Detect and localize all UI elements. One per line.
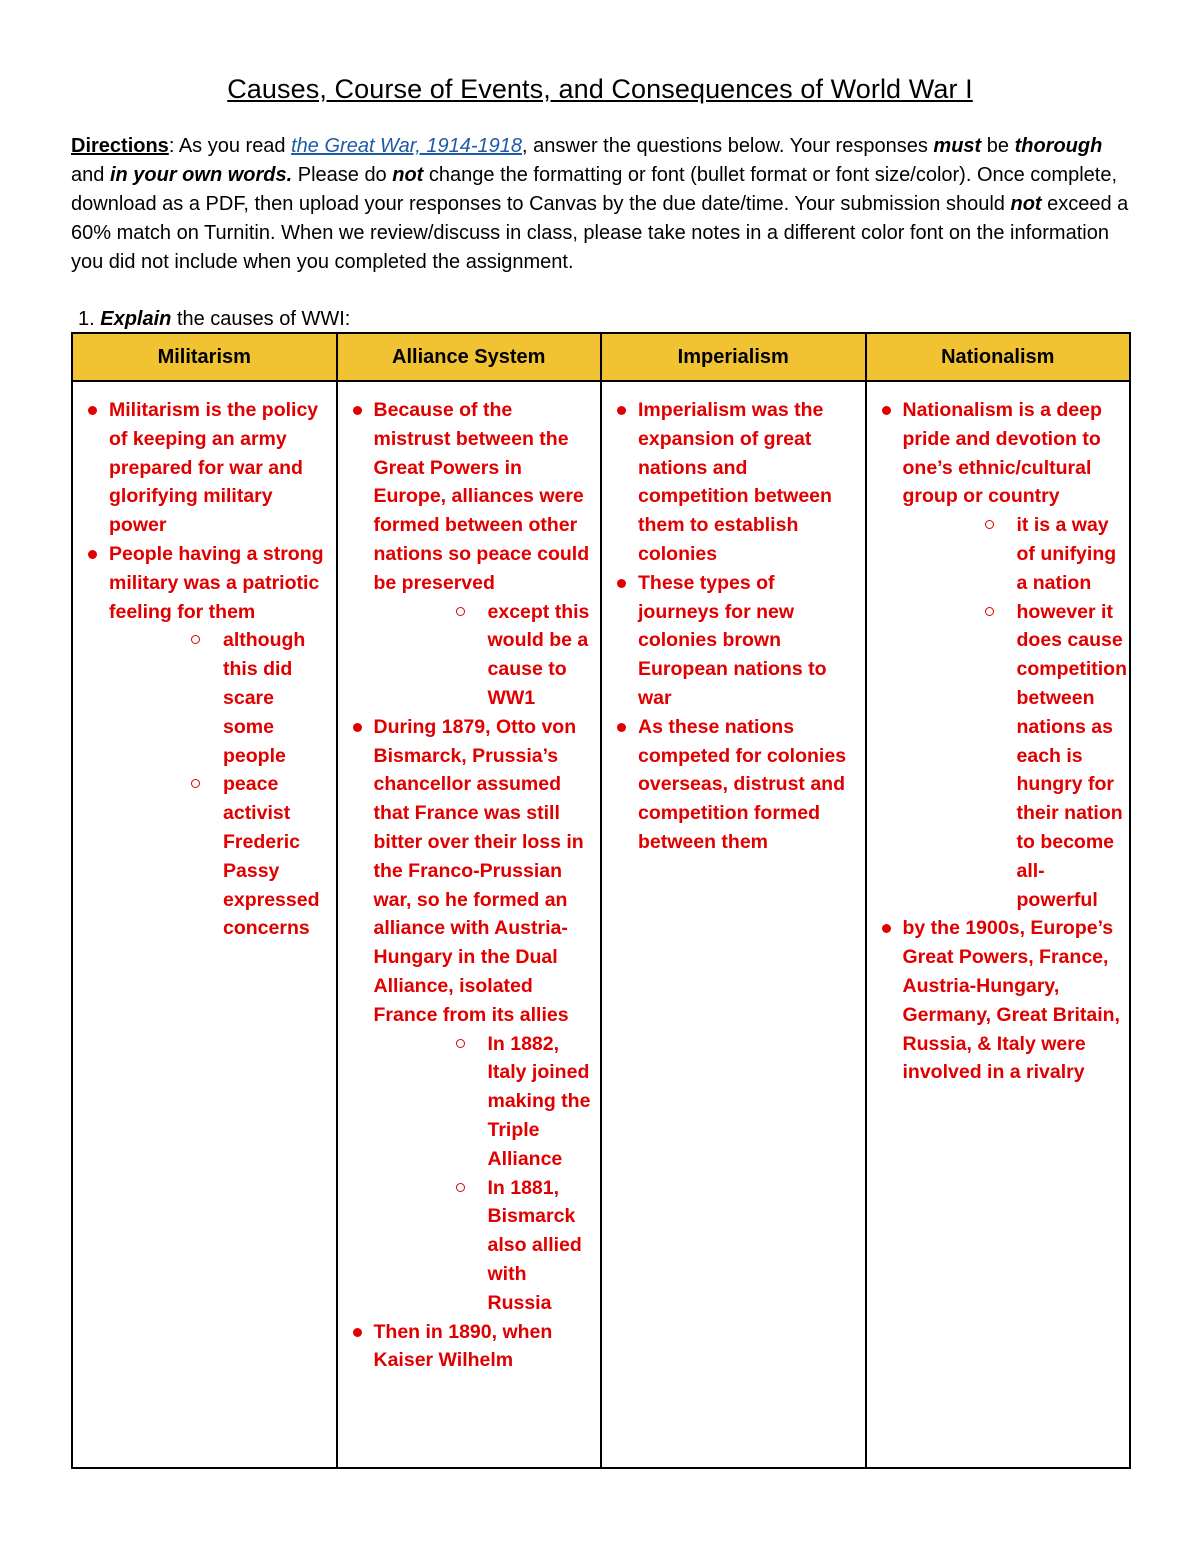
directions-must: must — [933, 135, 982, 157]
directions-thorough: thorough — [1014, 135, 1103, 157]
bullet-dot-icon — [617, 723, 626, 732]
bullet-dot-icon — [88, 406, 97, 415]
directions-text-4: and — [71, 164, 110, 186]
question-verb: Explain — [100, 308, 172, 330]
question-text: the causes of WWI: — [171, 308, 351, 330]
directions-text-3: be — [981, 135, 1015, 157]
directions-not-1: not — [392, 164, 424, 186]
sub-bullet-item — [109, 770, 330, 943]
bullet-text: Because of the mistrust between the Great Powers in Europe, alliances were formed between other nations so peace could be preserved — [373, 399, 590, 594]
hollow-circle-bullet-icon — [456, 1039, 465, 1048]
hollow-circle-bullet-icon — [985, 520, 994, 529]
great-war-link[interactable]: the Great War, 1914-1918 — [291, 135, 523, 157]
cell-militarism[interactable] — [72, 381, 337, 1468]
bullet-item — [606, 396, 859, 569]
directions-text-1: As you read — [174, 135, 292, 157]
sub-bullet-item — [374, 598, 595, 713]
sub-bullet-item — [374, 1174, 595, 1318]
hollow-circle-bullet-icon — [191, 779, 200, 788]
table-header-row — [72, 333, 1130, 381]
hollow-circle-bullet-icon — [456, 1183, 465, 1192]
bullet-item — [342, 713, 595, 1318]
bullet-dot-icon — [353, 723, 362, 732]
bullet-item — [77, 396, 330, 540]
sub-bullet-text: In 1882, Italy joined making the Triple Alliance — [487, 1032, 591, 1170]
bullet-text: Imperialism was the expansion of great nations and competition between them to establish colonies — [638, 399, 832, 565]
bullet-dot-icon — [617, 579, 626, 588]
directions-text-7: exceed a 60% match on Turnitin. When we review/discuss in class, please take notes in a different color font on the information you did not include when you completed the assignment. — [71, 193, 1129, 273]
imperialism-list — [606, 396, 859, 857]
directions-text-2: , answer the questions below. Your responses — [522, 135, 934, 157]
bullet-dot-icon — [353, 406, 362, 415]
sub-bullet-text: peace activist Frederic Passy expressed concerns — [223, 773, 320, 940]
bullet-text: Militarism is the policy of keeping an army prepared for war and glorifying military power — [109, 399, 319, 537]
bullet-item — [871, 914, 1124, 1087]
header-militarism: Militarism — [72, 333, 337, 381]
sub-bullet-text: however it does cause competition between nations as each is hungry for their nation to become all-powerful — [1016, 600, 1127, 911]
bullet-dot-icon — [882, 406, 891, 415]
hollow-circle-bullet-icon — [985, 607, 994, 616]
bullet-dot-icon — [88, 550, 97, 559]
sub-bullet-list — [374, 598, 595, 713]
bullet-text: These types of journeys for new colonies brown European nations to war — [638, 571, 827, 709]
sub-bullet-list — [903, 511, 1127, 914]
bullet-text: Then in 1890, when Kaiser Wilhelm — [373, 1320, 553, 1372]
sub-bullet-list — [374, 1030, 595, 1318]
nationalism-list — [871, 396, 1127, 1087]
bullet-text: Nationalism is a deep pride and devotion to one’s ethnic/cultural group or country — [902, 399, 1102, 508]
sub-bullet-list — [109, 626, 330, 943]
header-nationalism: Nationalism — [866, 333, 1131, 381]
directions-text-6: change the formatting or font (bullet format or font size/color). Once complete, download as a PDF, then upload your responses to Canvas by the due date/time. Your submission should — [71, 164, 1118, 215]
militarism-list — [77, 396, 330, 943]
sub-bullet-item — [109, 626, 330, 770]
question-number: 1. — [78, 308, 101, 330]
directions-text-5: Please do — [292, 164, 393, 186]
cell-alliance-system[interactable] — [337, 381, 602, 1468]
directions-own-words: in your own words. — [109, 164, 293, 186]
cell-nationalism[interactable] — [866, 381, 1131, 1468]
directions-paragraph — [71, 132, 1133, 277]
sub-bullet-text: it is a way of unifying a nation — [1016, 514, 1117, 594]
bullet-dot-icon — [353, 1328, 362, 1337]
bullet-item — [606, 713, 859, 857]
hollow-circle-bullet-icon — [456, 607, 465, 616]
question-1 — [78, 305, 350, 334]
bullet-dot-icon — [882, 924, 891, 933]
document-title: Causes, Course of Events, and Consequences of World War I — [227, 74, 973, 104]
sub-bullet-text: although this did scare some people — [223, 629, 306, 767]
alliance-system-list — [342, 396, 595, 1375]
cell-imperialism[interactable] — [601, 381, 866, 1468]
hollow-circle-bullet-icon — [191, 635, 200, 644]
directions-not-2: not — [1010, 193, 1042, 215]
bullet-text: During 1879, Otto von Bismarck, Prussia’s chancellor assumed that France was still bitter over their loss in the Franco-Prussian war, so he formed an alliance with Austria-Hungary in the Dual Alliance, isolated France from its allies — [373, 715, 584, 1026]
header-alliance-system: Alliance System — [337, 333, 602, 381]
bullet-item — [342, 1318, 595, 1376]
bullet-dot-icon — [617, 406, 626, 415]
sub-bullet-text: In 1881, Bismarck also allied with Russia — [487, 1176, 582, 1314]
bullet-item — [77, 540, 330, 943]
bullet-text: As these nations competed for colonies overseas, distrust and competition formed between them — [638, 715, 847, 853]
sub-bullet-text: except this would be a cause to WW1 — [487, 600, 590, 709]
sub-bullet-item — [903, 511, 1124, 597]
causes-table — [71, 332, 1131, 1469]
directions-label: Directions — [71, 135, 169, 157]
bullet-item — [606, 569, 859, 713]
bullet-item — [871, 396, 1127, 914]
sub-bullet-item — [903, 598, 1127, 915]
bullet-item — [342, 396, 595, 713]
directions-colon: : — [168, 135, 175, 157]
sub-bullet-item — [374, 1030, 595, 1174]
header-imperialism: Imperialism — [601, 333, 866, 381]
bullet-text: People having a strong military was a patriotic feeling for them — [109, 542, 324, 623]
bullet-text: by the 1900s, Europe’s Great Powers, France, Austria-Hungary, Germany, Great Britain, Russia, & Italy were involved in a rivalry — [902, 917, 1120, 1084]
table-body-row — [72, 381, 1130, 1468]
